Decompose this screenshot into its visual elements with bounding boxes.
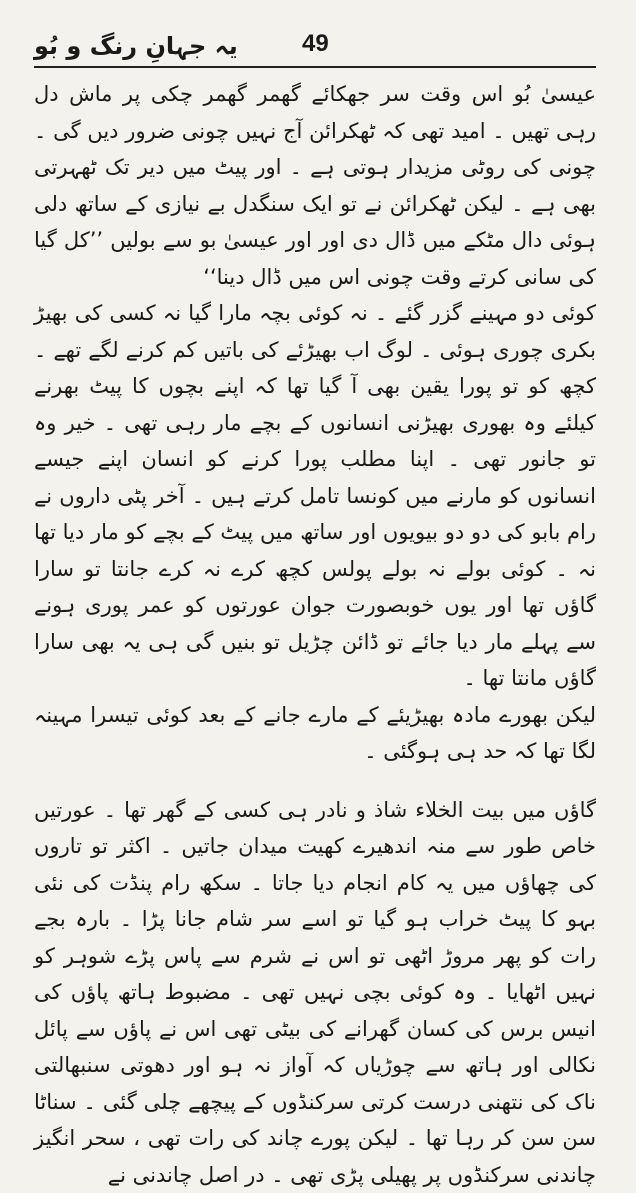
page-number: 49 [302,30,329,58]
paragraph: گاؤں میں بیت الخلاء شاذ و نادر ہی کسی کے گھر تھا ۔ عورتیں خاص طور سے منہ اندھیرے کھیت میدان جاتیں ۔ اکثر تو تاروں کی چھاؤں میں یہ کام انجام دیا جاتا ۔ سکھ رام پنڈت کی نئی بہو کا پیٹ خراب ہو گیا تو اسے سر شام جانا پڑا ۔ بارہ بجے رات کو پھر مروڑ اٹھی تو اس نے شرم سے پاس پڑے شوہر کو نہیں اٹھایا ۔ وہ کوئی بچی نہیں تھی ۔ مضبوط ہاتھ پاؤں کی انیس برس کی کسان گھرانے کی بیٹی تھی اس نے پاؤں سے پائل نکالی اور ہاتھ سے چوڑیاں کہ آواز نہ ہو اور دھوتی سنبھالتی ناک کی نتھنی درست کرتی سرکنڈوں کے پیچھے چلی گئی ۔ سناٹا سن سن کر رہا تھا ۔ لیکن پورے چاند کی رات تھی ، سحر انگیز چاندنی سرکنڈوں پر پھیلی پڑی تھی ۔ در اصل چاندنی نے [34,792,596,1193]
paragraph: کوئی دو مہینے گزر گئے ۔ نہ کوئی بچہ مارا گیا نہ کسی کی بھیڑ بکری چوری ہوئی ۔ لوگ اب بھیڑئے کی باتیں کم کرنے لگے تھے ۔ کچھ کو تو پورا یقین بھی آ گیا تھا کہ اپنے بچوں کا پیٹ بھرنے کیلئے وہ بھوری بھیڑنی انسانوں کے بچے مار رہی تھی ۔ خیر وہ تو جانور تھی ۔ اپنا مطلب پورا کرنے کو انسان اپنے جیسے انسانوں کو مارنے میں کونسا تامل کرتے ہیں ۔ آخر پٹی داروں نے رام بابو کی دو دو بیویوں اور ساتھ میں پیٹ کے بچے کو مار دیا تھا نہ ۔ کوئی بولے نہ بولے پولس کچھ کرے نہ کرے جانتا تو سارا گاؤں تھا اور یوں خوبصورت جوان عورتوں کو عمر پوری ہونے سے پہلے مار دیا جائے تو ڈائن چڑیل تو بنیں گی ہی یہ بھی سارا گاؤں مانتا تھا ۔ [34,295,596,697]
paragraph: عیسیٰ بُو اس وقت سر جھکائے گھمر گھمر چکی پر ماش دل رہی تھیں ۔ امید تھی کہ ٹھکرائن آج نہیں چونی ضرور دیں گی ۔ چونی کی روٹی مزیدار ہوتی ہے ۔ اور پیٹ میں دیر تک ٹھہرتی بھی ہے ۔ لیکن ٹھکرائن نے تو ایک سنگدل بے نیازی کے ساتھ دلی ہوئی دال مٹکے میں ڈال دی اور اور عیسیٰ بو سے بولیں ’’کل گیا کی سانی کرتے وقت چونی اس میں ڈال دینا‘‘ [34,76,596,295]
paragraph: لیکن بھورے مادہ بھیڑیئے کے مارے جانے کے بعد کوئی تیسرا مہینہ لگا تھا کہ حد ہی ہوگئی ۔ [34,697,596,770]
book-title: یہ جہانِ رنگ و بُو [34,32,238,60]
page-body [34,76,596,1193]
page-header [34,30,596,68]
